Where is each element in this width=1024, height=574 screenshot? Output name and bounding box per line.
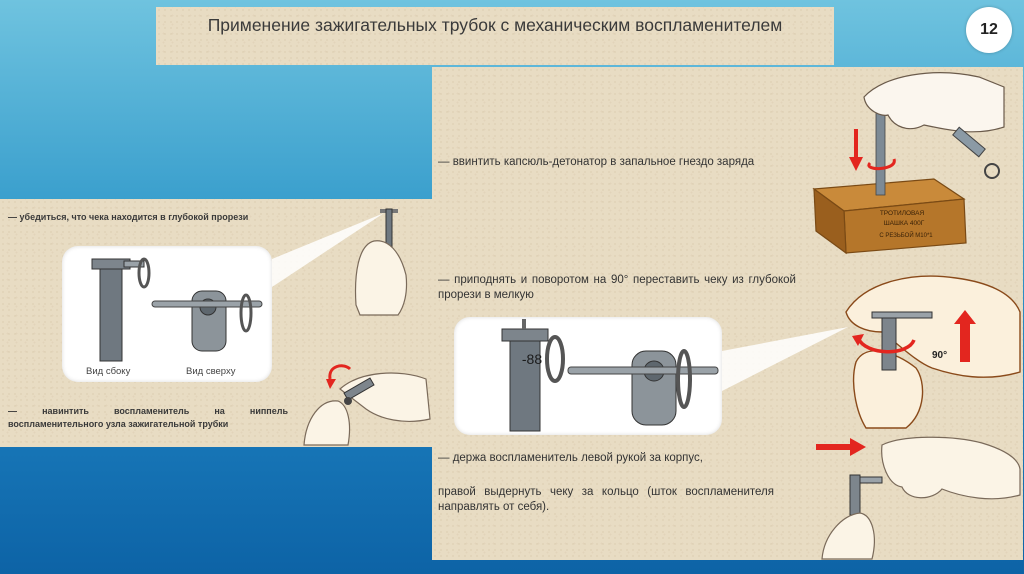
right-instruction-panel: [432, 67, 1023, 560]
left-step-2-text: — навинтить воспламенитель на ниппель воспламенительного узла зажигательной трубки: [8, 406, 288, 429]
hand-holding-igniter-illustration: [348, 205, 432, 315]
slide-number-badge: 12: [966, 7, 1012, 53]
right-step-1-text: — ввинтить капсюль-детонатор в запальное гнездо заряда: [438, 156, 755, 168]
device-mark-label: -88: [521, 351, 543, 367]
box-label-2: ШАШКА 400Г: [883, 220, 925, 227]
title-banner: [156, 7, 834, 65]
right-step-3-text-a: — держа воспламенитель левой рукой за корпус,: [438, 452, 703, 464]
box-label-3: С РЕЗЬБОЙ М10*1: [879, 233, 933, 239]
igniter-views-illustration: [70, 251, 270, 371]
hands-pull-ring-illustration: [812, 435, 1023, 560]
hand-rotate-pin-illustration: [836, 272, 1023, 430]
box-label-1: ТРОТИЛОВАЯ: [879, 210, 925, 217]
angle-label: 90°: [932, 350, 948, 361]
right-step-3-text-b: правой выдернуть чеку за кольцо (шток воспламенителя направлять от себя).: [438, 486, 774, 513]
caption-side-view: Вид сбоку: [86, 366, 131, 377]
caption-top-view: Вид сверху: [186, 366, 236, 377]
screw-igniter-illustration: [300, 349, 432, 447]
slide-title: Применение зажигательных трубок с механическим воспламенителем: [207, 15, 783, 35]
left-step-1-text: — убедиться, что чека находится в глубокой прорези: [8, 212, 249, 222]
detonator-insert-illustration: [804, 67, 1023, 257]
left-instruction-panel: [0, 199, 432, 447]
callout-pointer-2: [722, 317, 852, 397]
right-step-2-text: — приподнять и поворотом на 90° переставить чеку из глубокой прорези в мелкую: [438, 274, 796, 301]
pin-rotate-detail-illustration: [462, 319, 732, 435]
